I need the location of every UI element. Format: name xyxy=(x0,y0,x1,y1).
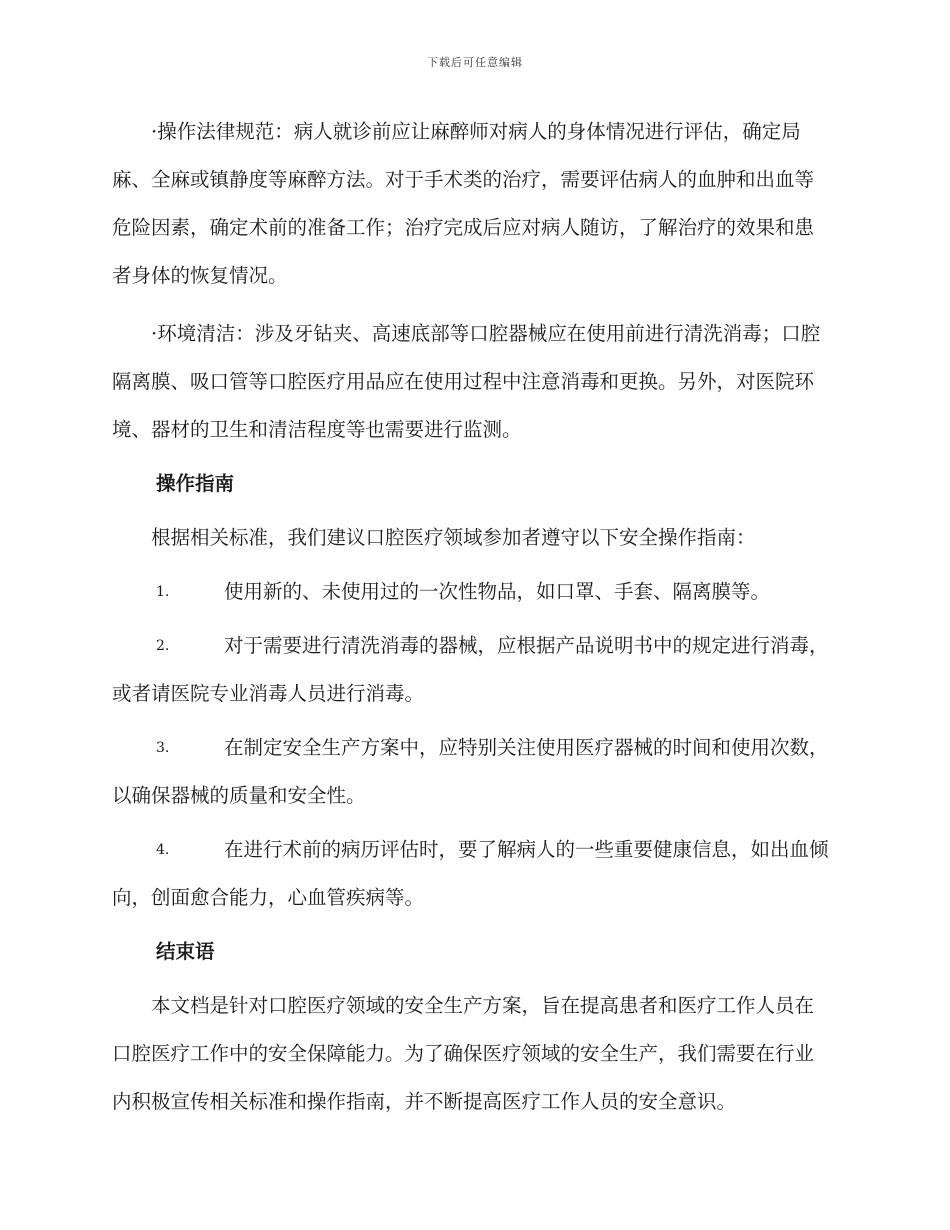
list-item xyxy=(112,622,832,718)
paragraph-legal-norms: ·操作法律规范：病人就诊前应让麻醉师对病人的身体情况进行评估，确定局麻、全麻或镇静度等麻醉方法。对于手术类的治疗，需要评估病人的血肿和出血等危险因素，确定术前的准备工作；治疗完成后应对病人随访，了解治疗的效果和患者身体的恢复情况。 xyxy=(112,120,815,287)
list-item-number: 1. xyxy=(156,584,170,600)
heading-conclusion: 结束语 xyxy=(156,940,215,963)
document-body xyxy=(112,108,832,1126)
list-item-number: 2. xyxy=(156,638,170,654)
heading-operation-guide: 操作指南 xyxy=(156,472,235,495)
list-item-text: 使用新的、未使用过的一次性物品，如口罩、手套、隔离膜等。 xyxy=(224,580,771,603)
paragraph-guide-intro: 根据相关标准，我们建议口腔医疗领域参加者遵守以下安全操作指南： xyxy=(151,526,756,549)
list-item-text: 对于需要进行清洗消毒的器械，应根据产品说明书中的规定进行消毒，或者请医院专业消毒人员进行消毒。 xyxy=(112,634,829,705)
list-item xyxy=(112,568,832,616)
list-item xyxy=(112,826,832,922)
list-item-text: 在制定安全生产方案中，应特别关注使用医疗器械的时间和使用次数，以确保器械的质量和安全性。 xyxy=(112,736,829,807)
list-item-number: 3. xyxy=(156,740,170,756)
paragraph-environment-cleaning: ·环境清洁：涉及牙钻夹、高速底部等口腔器械应在使用前进行清洗消毒；口腔隔离膜、吸口管等口腔医疗用品应在使用过程中注意消毒和更换。另外，对医院环境、器材的卫生和清洁程度等也需要进行监测。 xyxy=(112,322,821,441)
paragraph-conclusion: 本文档是针对口腔医疗领域的安全生产方案，旨在提高患者和医疗工作人员在口腔医疗工作中的安全保障能力。为了确保医疗领域的安全生产，我们需要在行业内积极宣传相关标准和操作指南，并不断提高医疗工作人员的安全意识。 xyxy=(112,994,815,1113)
page-header: 下载后可任意编辑 xyxy=(427,56,523,69)
list-item-number: 4. xyxy=(156,842,170,858)
list-item xyxy=(112,724,832,820)
list-item-text: 在进行术前的病历评估时，要了解病人的一些重要健康信息，如出血倾向，创面愈合能力，心血管疾病等。 xyxy=(112,838,829,909)
